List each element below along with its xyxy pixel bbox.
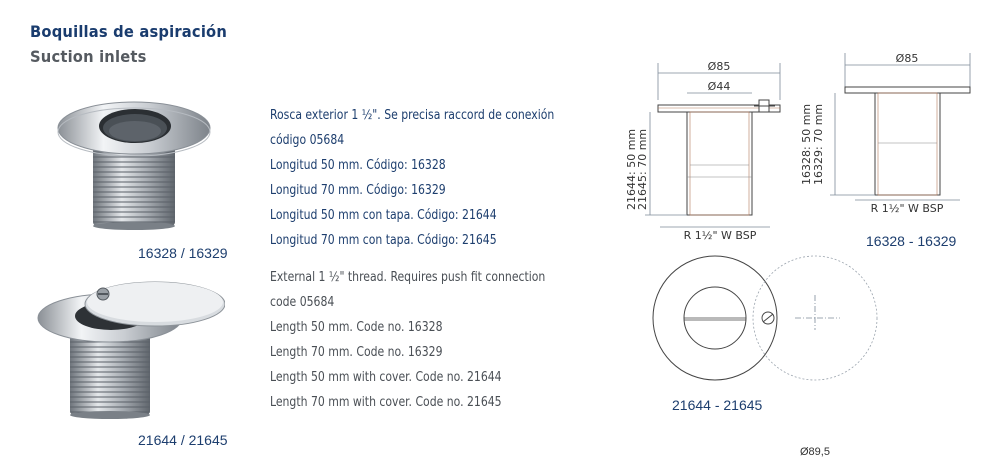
description-line: Longitud 70 mm con tapa. Código: 21645	[270, 233, 497, 248]
suction-inlet-with-cover-photo	[35, 278, 225, 423]
technical-drawing-standard	[795, 45, 980, 225]
description-line: Length 70 mm. Code no. 16329	[270, 345, 443, 360]
page-title-es: Boquillas de aspiración	[30, 22, 228, 41]
photo-caption: 21644 / 21645	[138, 432, 228, 448]
technical-drawing-top-view	[650, 250, 920, 390]
description-line: Rosca exterior 1 ½". Se precisa raccord de conexión	[270, 108, 555, 123]
dim-vertical-label: 21645: 70 mm	[636, 128, 649, 210]
drawing-code-label: 16328 - 16329	[866, 233, 957, 249]
photo-caption: 16328 / 16329	[138, 245, 228, 261]
drawing-code-label: 21644 - 21645	[672, 397, 763, 413]
description-line: Length 50 mm with cover. Code no. 21644	[270, 370, 502, 385]
suction-inlet-photo	[55, 98, 215, 230]
partial-dimension-label: Ø89,5	[800, 446, 830, 458]
thread-label: R 1½" W BSP	[683, 229, 757, 242]
dim-vertical-label: 21644: 50 mm	[625, 128, 638, 210]
description-line: código 05684	[270, 133, 345, 148]
dim-vertical-label: 16329: 70 mm	[812, 103, 825, 185]
description-es	[270, 103, 577, 253]
page-title-en: Suction inlets	[30, 47, 147, 66]
description-line: Longitud 50 mm con tapa. Código: 21644	[270, 208, 497, 223]
description-en	[270, 265, 577, 415]
description-line: Length 50 mm. Code no. 16328	[270, 320, 443, 335]
description-line: Length 70 mm with cover. Code no. 21645	[270, 395, 502, 410]
dim-vertical-label: 16328: 50 mm	[800, 103, 813, 185]
thread-label: R 1½" W BSP	[870, 202, 944, 215]
technical-drawing-covered	[620, 55, 790, 255]
dim-outer-label: Ø85	[707, 60, 731, 73]
dim-outer-label: Ø85	[895, 52, 919, 65]
description-line: External 1 ½" thread. Requires push fit connection	[270, 270, 546, 285]
description-line: Longitud 70 mm. Código: 16329	[270, 183, 446, 198]
description-line: Longitud 50 mm. Código: 16328	[270, 158, 446, 173]
description-line: code 05684	[270, 295, 335, 310]
dim-inner-label: Ø44	[707, 80, 731, 93]
